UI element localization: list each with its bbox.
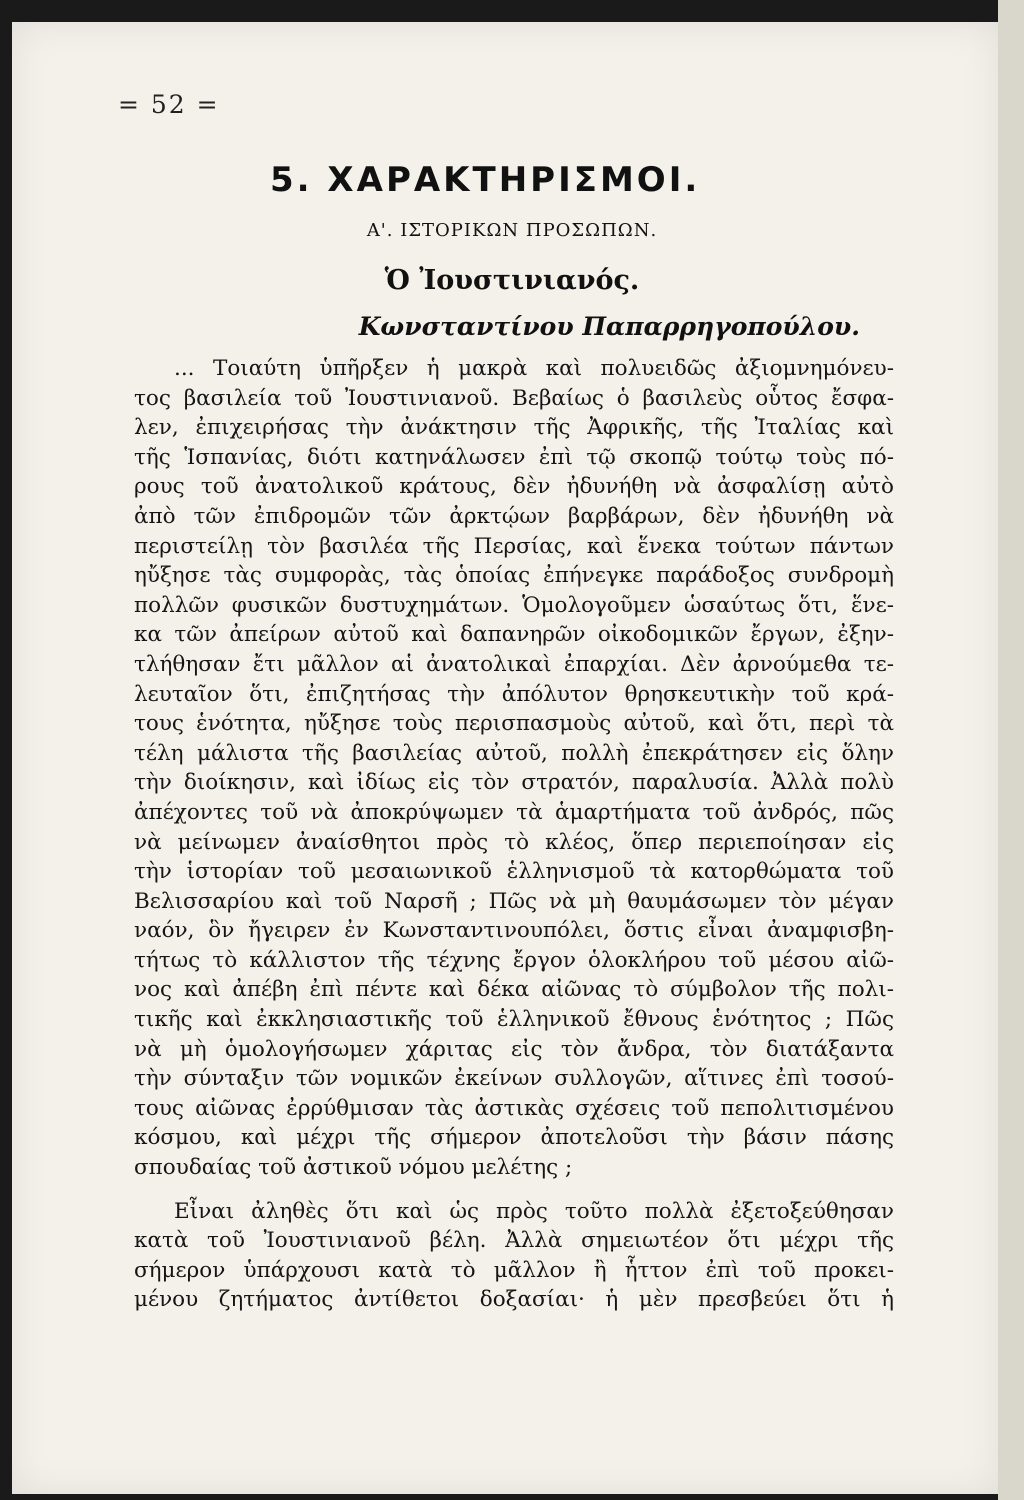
text-line: νὰ μὴ ὁμολογήσωμεν χάριτας εἰς τὸν ἄνδρα, τὸν διατάξαντα: [134, 1036, 894, 1062]
text-line: ἀπὸ τῶν ἐπιδρομῶν τῶν ἀρκτῴων βαρβάρων, δὲν ἠδυνήθη νὰ: [134, 503, 894, 529]
text-line: τὴν διοίκησιν, καὶ ἰδίως εἰς τὸν στρατόν, παραλυσία. Ἀλλὰ πολὺ: [134, 770, 894, 796]
text-line: σπουδαίας τοῦ ἀστικοῦ νόμου μελέτης ;: [134, 1155, 573, 1181]
body-text: [134, 354, 894, 1315]
text-line: λευταῖον ὅτι, ἐπιζητήσας τὴν ἀπόλυτον θρησκευτικὴν τοῦ κρά-: [134, 681, 894, 707]
text-line: κατὰ τοῦ Ἰουστινιανοῦ βέλη. Ἀλλὰ σημειωτέον ὅτι μέχρι τῆς: [134, 1228, 894, 1254]
page-number: = 52 =: [118, 90, 220, 119]
subject-title: Ὁ Ἰουστινιανός.: [384, 265, 640, 296]
paragraph-2: [134, 1197, 894, 1315]
text-line: τος βασιλεία τοῦ Ἰουστινιανοῦ. Βεβαίως ὁ βασιλεὺς οὗτος ἔσφα-: [134, 385, 894, 411]
text-line: ... Τοιαύτη ὑπῆρξεν ἡ μακρὰ καὶ πολυειδῶς ἀξιομνημόνευ-: [174, 356, 894, 381]
text-line: τήτως τὸ κάλλιστον τῆς τέχνης ἔργον ὁλοκλήρου τοῦ μέσου αἰῶ-: [134, 947, 894, 973]
text-line: μένου ζητήματος ἀντίθετοι δοξασίαι· ἡ μὲν πρεσβεύει ὅτι ἡ: [134, 1287, 894, 1313]
text-line: νὰ μείνωμεν ἀναίσθητοι πρὸς τὸ κλέος, ὅπερ περιεποίησαν εἰς: [134, 829, 894, 855]
text-line: τὴν ἱστορίαν τοῦ μεσαιωνικοῦ ἑλληνισμοῦ τὰ κατορθώματα τοῦ: [134, 859, 894, 885]
text-line: τὴν σύνταξιν τῶν νομικῶν ἐκείνων συλλογῶν, αἵτινες ἐπὶ τοσού-: [134, 1066, 894, 1092]
text-line: τῆς Ἱσπανίας, διότι κατηνάλωσεν ἐπὶ τῷ σκοπῷ τούτῳ τοὺς πό-: [134, 444, 894, 470]
text-line: σήμερον ὑπάρχουσι κατὰ τὸ μᾶλλον ἢ ἧττον ἐπὶ τοῦ προκει-: [134, 1257, 894, 1283]
text-line: κόσμου, καὶ μέχρι τῆς σήμερον ἀποτελοῦσι τὴν βάσιν πάσης: [134, 1125, 894, 1151]
text-line: ναόν, ὃν ἤγειρεν ἐν Κωνσταντινουπόλει, ὅστις εἶναι ἀναμφισβη-: [134, 918, 894, 944]
text-line: νος καὶ ἀπέβη ἐπὶ πέντε καὶ δέκα αἰῶνας τὸ σύμβολον τῆς πολι-: [134, 977, 894, 1003]
text-line: τικῆς καὶ ἐκκλησιαστικῆς τοῦ ἑλληνικοῦ ἔθνους ἑνότητος ; Πῶς: [134, 1007, 894, 1033]
section-heading: 5. ΧΑΡΑΚΤΗΡΙΣΜΟΙ.: [270, 160, 701, 200]
text-line: κα τῶν ἀπείρων αὐτοῦ καὶ δαπανηρῶν οἰκοδομικῶν ἔργων, ἐξην-: [134, 622, 894, 648]
text-line: ἀπέχοντες τοῦ νὰ ἀποκρύψωμεν τὰ ἁμαρτήματα τοῦ ἀνδρός, πῶς: [134, 799, 894, 825]
text-line: ρους τοῦ ἀνατολικοῦ κράτους, δὲν ἠδυνήθη νὰ ἀσφαλίσῃ αὐτὸ: [134, 474, 894, 500]
text-line: τους αἰῶνας ἐρρύθμισαν τὰς ἀστικὰς σχέσεις τοῦ πεπολιτισμένου: [134, 1095, 894, 1121]
text-line: τέλη μάλιστα τῆς βασιλείας αὐτοῦ, πολλὴ ἐπεκράτησεν εἰς ὅλην: [134, 740, 894, 766]
paragraph-1: [134, 354, 894, 1183]
text-line: ηὔξησε τὰς συμφορὰς, τὰς ὁποίας ἐπήνεγκε παράδοξος συνδρομὴ: [134, 563, 894, 589]
text-line: τους ἑνότητα, ηὔξησε τοὺς περισπασμοὺς αὐτοῦ, καὶ ὅτι, περὶ τὰ: [134, 711, 894, 737]
subheading: Α'. ΙΣΤΟΡΙΚΩΝ ΠΡΟΣΩΠΩΝ.: [366, 220, 658, 241]
text-line: Βελισσαρίου καὶ τοῦ Ναρσῆ ; Πῶς νὰ μὴ θαυμάσωμεν τὸν μέγαν: [134, 888, 894, 914]
text-line: Εἶναι ἀληθὲς ὅτι καὶ ὡς πρὸς τοῦτο πολλὰ ἐξετοξεύθησαν: [174, 1198, 894, 1224]
text-line: τλήθησαν ἔτι μᾶλλον αἱ ἀνατολικαὶ ἐπαρχίαι. Δὲν ἀρνούμεθα τε-: [134, 651, 894, 677]
text-line: περιστείλῃ τὸν βασιλέα τῆς Περσίας, καὶ ἕνεκα τούτων πάντων: [134, 533, 894, 559]
author-line: Κωνσταντίνου Παπαρρηγοπούλου.: [358, 312, 860, 341]
text-line: λεν, ἐπιχειρήσας τὴν ἀνάκτησιν τῆς Ἀφρικῆς, τῆς Ἰταλίας καὶ: [134, 415, 894, 441]
text-line: πολλῶν φυσικῶν δυστυχημάτων. Ὁμολογοῦμεν ὡσαύτως ὅτι, ἕνε-: [134, 592, 894, 618]
